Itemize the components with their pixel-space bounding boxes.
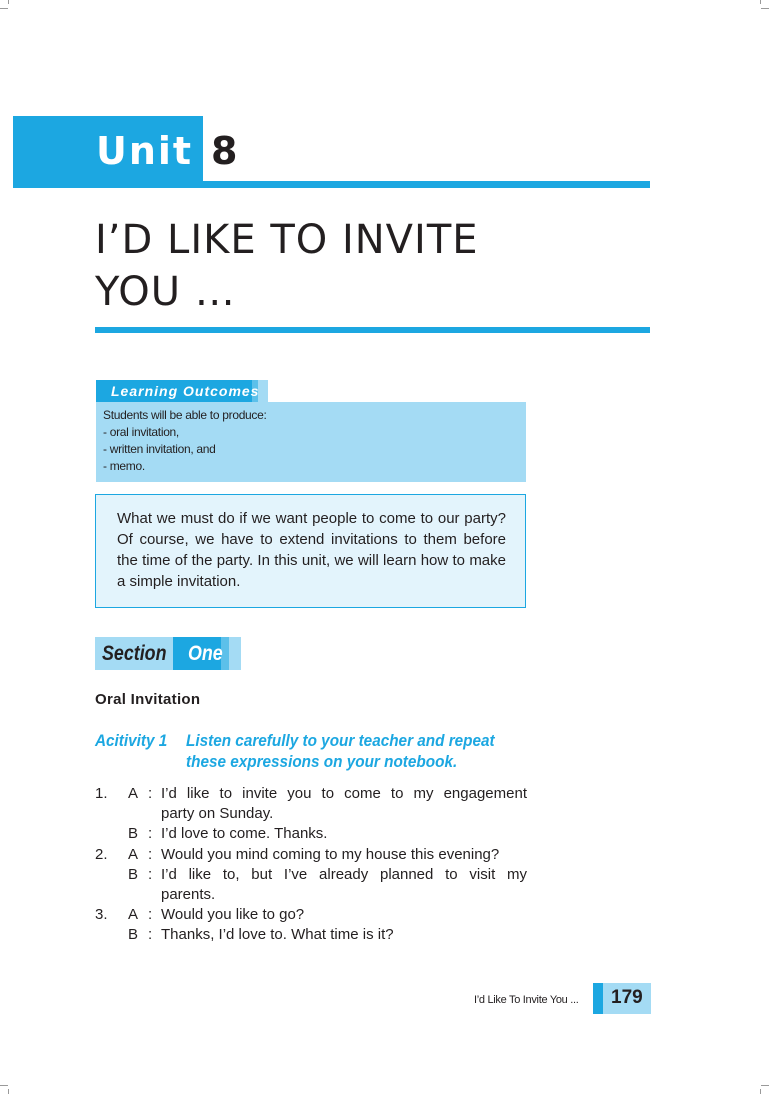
unit-label: Unit xyxy=(96,129,194,173)
activity-instruction xyxy=(186,730,528,772)
learning-outcome-item: Students will be able to produce: xyxy=(103,408,267,422)
section-label: Section xyxy=(102,642,167,665)
title-line-2: YOU … xyxy=(95,269,236,315)
title-rule xyxy=(95,327,650,333)
speaker-label: B xyxy=(128,926,139,943)
speaker-colon: : xyxy=(148,906,153,923)
speaker-label: A xyxy=(128,846,139,863)
speaker-label: B xyxy=(128,866,139,883)
running-footer: I’d Like To Invite You ... xyxy=(474,994,579,1006)
dialogue-line: Would you mind coming to my house this evening? xyxy=(161,846,500,863)
subsection-heading: Oral Invitation xyxy=(95,691,201,708)
crop-mark xyxy=(8,0,9,4)
speaker-colon: : xyxy=(148,846,153,863)
crop-mark xyxy=(761,8,769,9)
learning-outcome-item: - oral invitation, xyxy=(103,425,179,439)
speaker-colon: : xyxy=(148,825,153,842)
dialogue-number: 1. xyxy=(95,785,108,802)
title-line-1: I’D LIKE TO INVITE xyxy=(95,217,479,263)
speaker-label: B xyxy=(128,825,139,842)
page-number: 179 xyxy=(611,987,643,1008)
crop-mark xyxy=(761,1085,769,1086)
dialogue-line: Would you like to go? xyxy=(161,906,305,923)
learning-outcomes-list xyxy=(103,407,267,475)
page-title xyxy=(95,214,635,318)
unit-number: 8 xyxy=(211,129,238,173)
dialogue-line: Thanks, I’d love to. What time is it? xyxy=(161,926,394,943)
unit-rule xyxy=(203,181,650,188)
crop-mark xyxy=(760,1089,761,1094)
dialogue-number: 3. xyxy=(95,906,108,923)
dialogue-line: I’d like to, but I’ve already planned to visit my xyxy=(161,866,527,883)
dialogue-line: I’d love to come. Thanks. xyxy=(161,825,328,842)
speaker-label: A xyxy=(128,785,139,802)
crop-mark xyxy=(0,1085,8,1086)
speaker-label: A xyxy=(128,906,139,923)
learning-outcome-item: - memo. xyxy=(103,459,145,473)
speaker-colon: : xyxy=(148,866,153,883)
dialogue-line: I’d like to invite you to come to my engagement xyxy=(161,785,527,802)
crop-mark xyxy=(8,1089,9,1094)
activity-instruction-line-1: Listen carefully to your teacher and repeat xyxy=(186,731,495,750)
crop-mark xyxy=(760,0,761,4)
learning-outcome-item: - written invitation, and xyxy=(103,442,216,456)
dialogue-line: party on Sunday. xyxy=(161,805,274,822)
activity-instruction-line-2: these expressions on your notebook. xyxy=(186,752,458,771)
speaker-colon: : xyxy=(148,785,153,802)
learning-outcomes-label: Learning Outcomes xyxy=(111,383,260,399)
crop-mark xyxy=(0,8,8,9)
activity-label: Acitivity 1 xyxy=(95,731,168,750)
speaker-colon: : xyxy=(148,926,153,943)
intro-paragraph: What we must do if we want people to come to our party? Of course, we have to extend invitations to them before the time of the party. In this unit, we will learn how to make a simple invitation. xyxy=(117,510,506,590)
dialogue-line: parents. xyxy=(161,886,216,903)
section-number: One xyxy=(188,642,223,665)
dialogue-number: 2. xyxy=(95,846,108,863)
